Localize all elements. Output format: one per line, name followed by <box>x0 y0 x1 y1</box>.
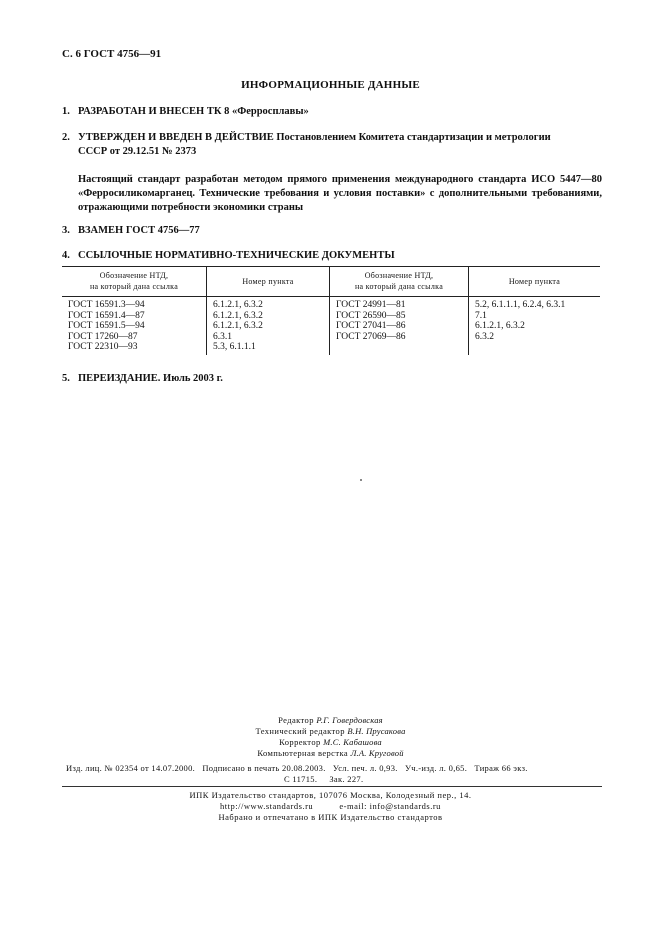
scan-speck <box>360 479 362 481</box>
credit-name: М.С. Кабашова <box>323 737 382 747</box>
item-2-paragraph: Настоящий стандарт разработан методом прямого применения международного стандарта ИСО 5447—80 «Ферросиликомарганец. Технические требования и условия поставки» с дополнительными требованиями, отражающими потребности экономики страны <box>78 174 602 213</box>
doc-ref: ГОСТ 16591.3—94 <box>68 300 145 310</box>
doc-ref: ГОСТ 27069—86 <box>336 331 406 342</box>
credit-editor <box>0 715 661 726</box>
doc-ref: ГОСТ 16591.4—87 <box>68 310 145 321</box>
imprint-contacts <box>0 801 661 812</box>
imprint-email: e-mail: info@standards.ru <box>339 801 441 811</box>
credit-name: В.Н. Прусакова <box>347 726 406 736</box>
imprint-address: ИПК Издательство стандартов, 107076 Москва, Колодезный пер., 14. <box>189 790 472 800</box>
divider <box>62 786 602 787</box>
doc-ref: ГОСТ 27041—86 <box>336 321 406 331</box>
point-ref: 5.3, 6.1.1.1 <box>213 342 256 352</box>
credits-block <box>0 715 661 759</box>
column-header: Номер пункта <box>469 267 601 297</box>
publication-line-2: С 11715. Зак. 227. <box>284 774 364 784</box>
doc-ref: ГОСТ 16591.5—94 <box>68 321 145 331</box>
item-2 <box>62 131 602 159</box>
right-docs-cell <box>330 297 469 355</box>
point-ref: 6.3.1 <box>213 331 232 342</box>
item-3 <box>62 224 602 238</box>
references-table <box>62 266 600 355</box>
item-number: 2. <box>62 132 70 143</box>
item-text: ВЗАМЕН ГОСТ 4756—77 <box>78 225 200 236</box>
item-text: УТВЕРЖДЕН И ВВЕДЕН В ДЕЙСТВИЕ Постановлением Комитета стандартизации и метрологии <box>78 132 551 143</box>
column-header: Обозначение НТД, на который дана ссылка <box>62 267 207 297</box>
point-ref: 6.1.2.1, 6.3.2 <box>213 310 263 321</box>
doc-ref: ГОСТ 26590—85 <box>336 310 406 321</box>
point-ref: 7.1 <box>475 310 487 321</box>
item-number: 1. <box>62 106 70 117</box>
right-points-cell <box>469 297 601 355</box>
imprint-website: http://www.standards.ru <box>220 801 314 811</box>
credit-label: Компьютерная верстка <box>257 748 349 758</box>
credit-corrector <box>0 737 661 748</box>
point-ref: 6.1.2.1, 6.3.2 <box>475 321 525 331</box>
credit-name: Л.А. Круговой <box>350 748 404 758</box>
item-5 <box>62 372 602 386</box>
credit-name: Р.Г. Говердовская <box>316 715 383 725</box>
publication-details <box>66 763 626 785</box>
item-number: 3. <box>62 225 70 236</box>
point-ref: 6.1.2.1, 6.3.2 <box>213 300 263 310</box>
column-header: Обозначение НТД, на который дана ссылка <box>330 267 469 297</box>
item-text: РАЗРАБОТАН И ВНЕСЕН ТК 8 «Ферросплавы» <box>78 106 309 117</box>
publication-line-1: Изд. лиц. № 02354 от 14.07.2000. Подписано в печать 20.08.2003. Усл. печ. л. 0,93. Уч.-изд. л. 0,65. Тираж 66 экз. <box>66 763 528 773</box>
item-text: ПЕРЕИЗДАНИЕ. Июль 2003 г. <box>78 373 223 384</box>
item-text-cont: СССР от 29.12.51 № 2373 <box>78 146 197 157</box>
credit-tech-editor <box>0 726 661 737</box>
left-docs-cell <box>62 297 207 355</box>
imprint-printed: Набрано и отпечатано в ИПК Издательство стандартов <box>218 812 443 822</box>
doc-ref: ГОСТ 22310—93 <box>68 342 138 352</box>
doc-ref: ГОСТ 17260—87 <box>68 331 138 342</box>
item-4 <box>62 249 602 263</box>
item-number: 5. <box>62 373 70 384</box>
column-header: Номер пункта <box>207 267 330 297</box>
item-text: ССЫЛОЧНЫЕ НОРМАТИВНО-ТЕХНИЧЕСКИЕ ДОКУМЕНТЫ <box>78 250 395 261</box>
credit-label: Корректор <box>279 737 321 747</box>
section-title: ИНФОРМАЦИОННЫЕ ДАННЫЕ <box>241 79 420 91</box>
imprint-block <box>0 790 661 823</box>
credit-layout <box>0 748 661 759</box>
point-ref: 5.2, 6.1.1.1, 6.2.4, 6.3.1 <box>475 300 566 310</box>
point-ref: 6.3.2 <box>475 331 494 342</box>
item-1 <box>62 105 602 119</box>
point-ref: 6.1.2.1, 6.3.2 <box>213 321 263 331</box>
item-number: 4. <box>62 250 70 261</box>
page-header: С. 6 ГОСТ 4756—91 <box>62 48 162 60</box>
credit-label: Технический редактор <box>255 726 345 736</box>
credit-label: Редактор <box>278 715 314 725</box>
doc-ref: ГОСТ 24991—81 <box>336 300 406 310</box>
left-points-cell <box>207 297 330 355</box>
